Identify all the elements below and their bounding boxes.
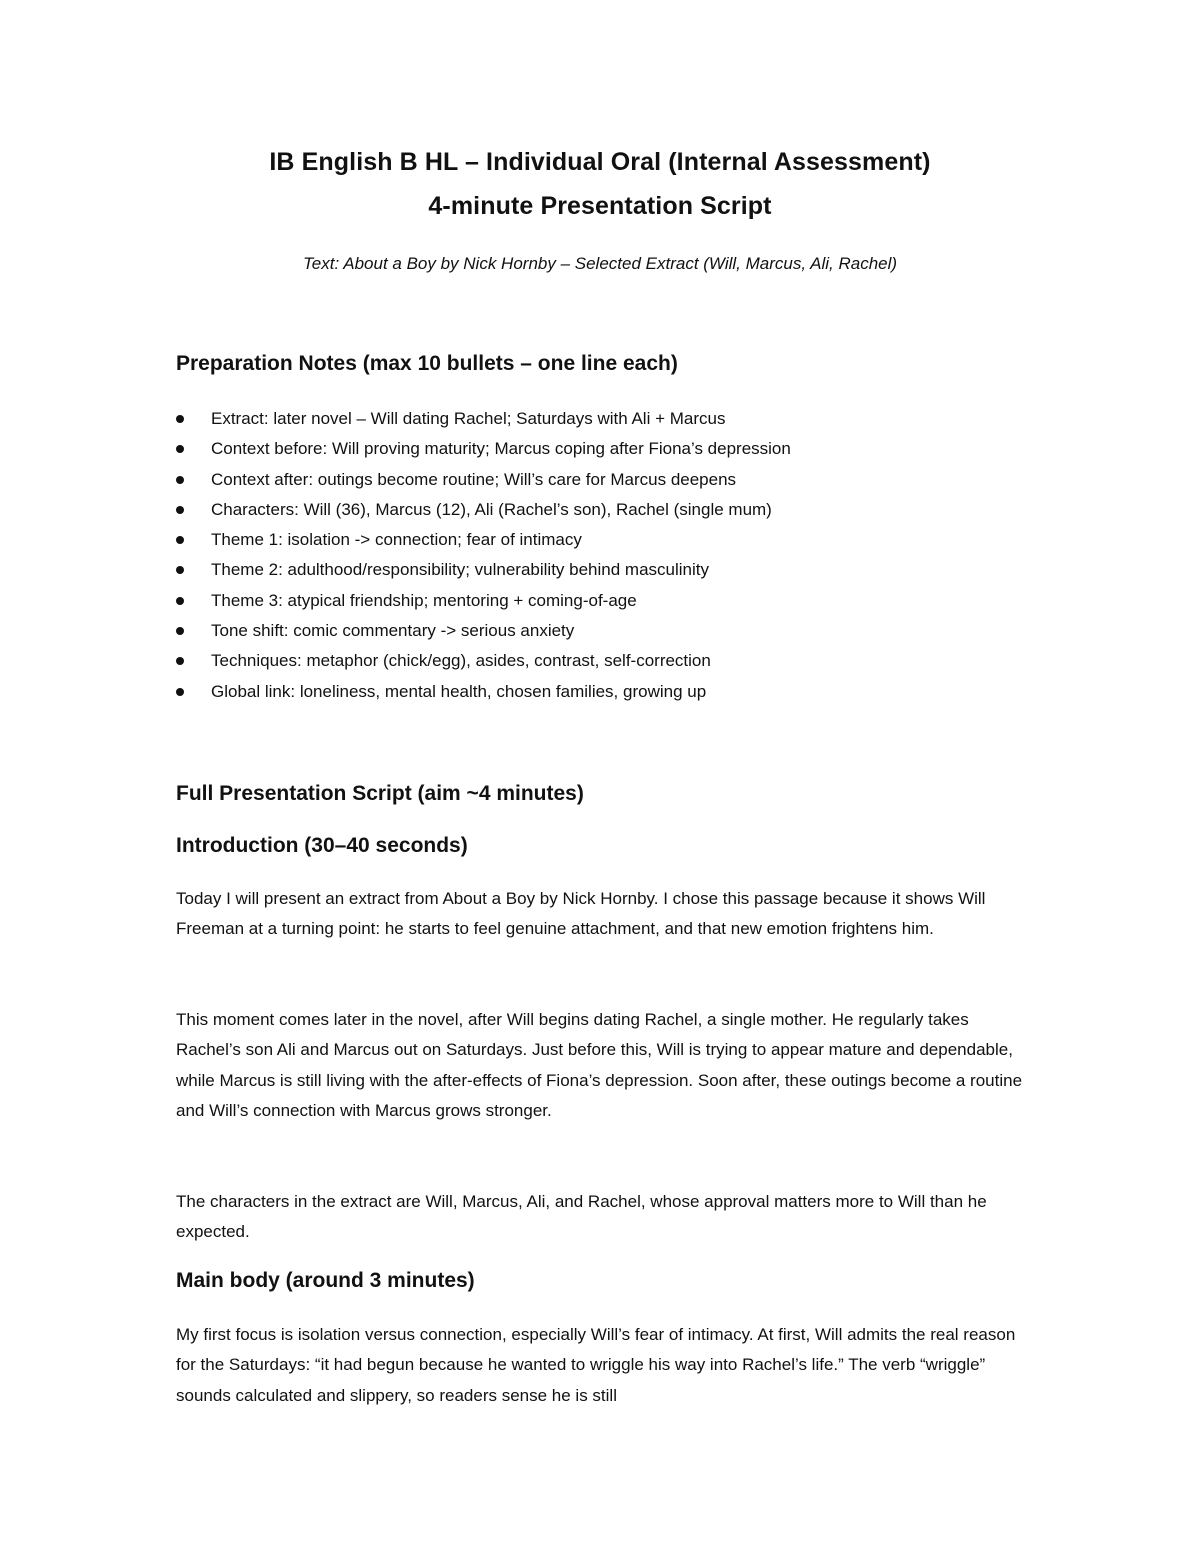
bullet-icon [176,566,184,574]
document-title: IB English B HL – Individual Oral (Internal Assessment) [269,148,931,176]
bullet-icon [176,476,184,484]
text-source-line: Text: About a Boy by Nick Hornby – Selected Extract (Will, Marcus, Ali, Rachel) [302,254,898,273]
list-item-text: Context after: outings become routine; Will’s care for Marcus deepens [211,469,737,489]
bullet-icon [176,657,184,665]
preparation-notes-heading: Preparation Notes (max 10 bullets – one line each) [176,352,678,375]
bullet-icon [176,536,184,544]
body-paragraph-1: My first focus is isolation versus connection, especially Will’s fear of intimacy. At first, Will admits the real reason for the Saturdays: “it had begun because he wanted to wriggle his way into Rachel’s life.” The verb “wriggle” sounds calculated and slippery, so readers sense he is still [176,1325,1016,1405]
intro-paragraph-3: The characters in the extract are Will, Marcus, Ali, and Rachel, whose approval matters more to Will than he expected. [176,1192,987,1242]
list-item-text: Global link: loneliness, mental health, chosen families, growing up [211,681,707,701]
document-subtitle-heading: 4-minute Presentation Script [428,192,772,220]
list-item-text: Techniques: metaphor (chick/egg), asides, contrast, self-correction [211,651,711,671]
bullet-icon [176,445,184,453]
list-item-text: Theme 3: atypical friendship; mentoring + coming-of-age [211,590,637,610]
bullet-icon [176,688,184,696]
list-item-text: Context before: Will proving maturity; Marcus coping after Fiona’s depression [211,439,791,459]
bullet-icon [176,506,184,514]
full-script-heading: Full Presentation Script (aim ~4 minutes) [176,782,584,805]
list-item-text: Theme 2: adulthood/responsibility; vulnerability behind masculinity [211,560,709,580]
bullet-icon [176,597,184,605]
introduction-heading: Introduction (30–40 seconds) [176,834,468,857]
list-item-text: Extract: later novel – Will dating Rachel; Saturdays with Ali + Marcus [211,409,726,428]
bullet-icon [176,415,184,423]
intro-paragraph-1: Today I will present an extract from About a Boy by Nick Hornby. I chose this passage because it shows Will Freeman at a turning point: he starts to feel genuine attachment, and that new emotion frightens him. [176,889,986,939]
list-item-text: Characters: Will (36), Marcus (12), Ali (Rachel’s son), Rachel (single mum) [211,499,772,519]
bullet-icon [176,627,184,635]
list-item-text: Tone shift: comic commentary -> serious anxiety [211,621,575,641]
intro-paragraph-2: This moment comes later in the novel, after Will begins dating Rachel, a single mother. He regularly takes Rachel’s son Ali and Marcus out on Saturdays. Just before this, Will is trying to appear mature and dependable, while Marcus is still living with the after-effects of Fiona’s depression. Soon after, these outings become a routine and Will’s connection with Marcus grows stronger. [176,1010,1023,1120]
list-item-text: Theme 1: isolation -> connection; fear of intimacy [211,530,582,550]
main-body-heading: Main body (around 3 minutes) [176,1269,475,1292]
